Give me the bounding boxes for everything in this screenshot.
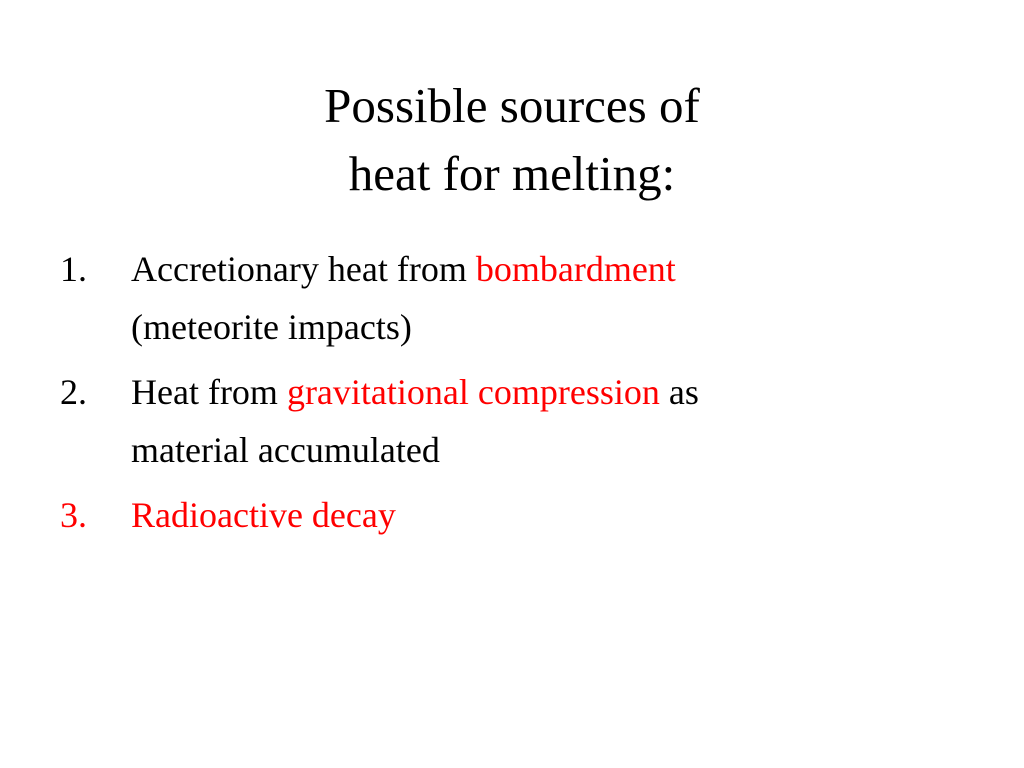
title-line-1: Possible sources of: [324, 78, 700, 133]
list-item-2-number: 2.: [60, 372, 87, 412]
list-item-3-highlight: Radioactive decay: [131, 495, 396, 535]
list-item-3-number: 3.: [60, 495, 87, 535]
list-item-3: [60, 486, 980, 544]
list-item-2-line-2: material accumulated: [131, 430, 440, 470]
heat-sources-list: [60, 240, 980, 551]
list-item-1-line-2: (meteorite impacts): [131, 307, 412, 347]
list-item-2-text-after: as: [659, 372, 699, 412]
list-item-1-number: 1.: [60, 249, 87, 289]
list-item-2-text: Heat from: [131, 372, 287, 412]
list-item-1-text: Accretionary heat from: [131, 249, 476, 289]
list-item-1-highlight: bombardment: [475, 249, 676, 289]
list-item-2-highlight: gravitational compression: [286, 372, 660, 412]
title-line-2: heat for melting:: [348, 146, 676, 201]
list-item-2: [60, 363, 980, 479]
slide-title: [0, 72, 1024, 208]
list-item-1: [60, 240, 980, 356]
